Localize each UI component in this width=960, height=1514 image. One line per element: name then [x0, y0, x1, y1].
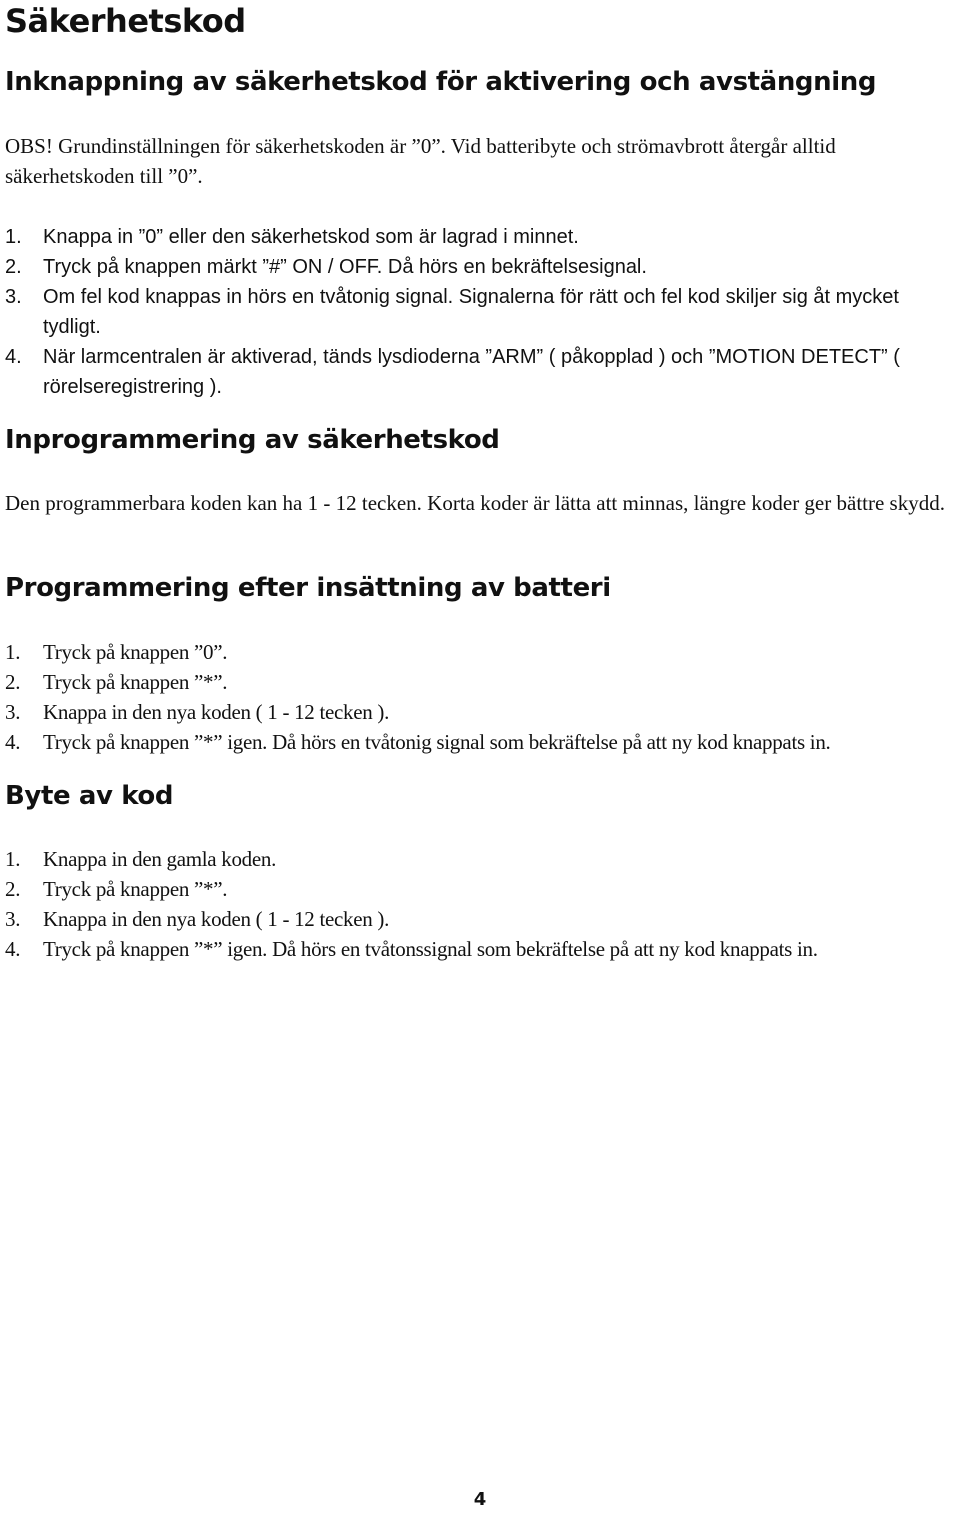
default-code-note: OBS! Grundinställningen för säkerhetskoden är ”0”. Vid batteribyte och strömavbrott återgår alltid säkerhetskoden till ”0”. [5, 134, 836, 188]
list-item: 4. När larmcentralen är aktiverad, tänds lysdioderna ”ARM” ( påkopplad ) och ”MOTION DETECT” ( rörelseregistrering ). [5, 346, 900, 398]
list-item: 2. Tryck på knappen märkt ”#” ON / OFF. Då hörs en bekräftelsesignal. [5, 256, 647, 278]
change-code-steps [5, 844, 955, 964]
list-item: 1. Knappa in ”0” eller den säkerhetskod som är lagrad i minnet. [5, 226, 579, 248]
list-item: 2. Tryck på knappen ”*”. [5, 670, 228, 694]
section-heading-battery: Programmering efter insättning av batteri [5, 573, 611, 603]
list-item: 4. Tryck på knappen ”*” igen. Då hörs en tvåtonssignal som bekräftelse på att ny kod knappats in. [5, 937, 818, 961]
programming-description: Den programmerbara koden kan ha 1 - 12 tecken. Korta koder är lätta att minnas, längre koder ger bättre skydd. [5, 491, 945, 515]
list-item: 2. Tryck på knappen ”*”. [5, 877, 228, 901]
list-item: 4. Tryck på knappen ”*” igen. Då hörs en tvåtonig signal som bekräftelse på att ny kod knappats in. [5, 730, 831, 754]
list-item: 3. Om fel kod knappas in hörs en tvåtonig signal. Signalerna för rätt och fel kod skiljer sig åt mycket tydligt. [5, 286, 899, 338]
page-number: 4 [473, 1489, 487, 1510]
battery-steps [5, 637, 955, 757]
list-item: 1. Tryck på knappen ”0”. [5, 640, 228, 664]
page-title: Säkerhetskod [5, 2, 246, 40]
section-heading-activation: Inknappning av säkerhetskod för aktivering och avstängning [5, 67, 877, 97]
list-item: 3. Knappa in den nya koden ( 1 - 12 tecken ). [5, 907, 390, 931]
section-heading-change-code: Byte av kod [5, 781, 174, 811]
section-heading-programming: Inprogrammering av säkerhetskod [5, 425, 500, 455]
list-item: 3. Knappa in den nya koden ( 1 - 12 tecken ). [5, 700, 390, 724]
list-item: 1. Knappa in den gamla koden. [5, 847, 277, 871]
activation-steps [5, 222, 955, 402]
